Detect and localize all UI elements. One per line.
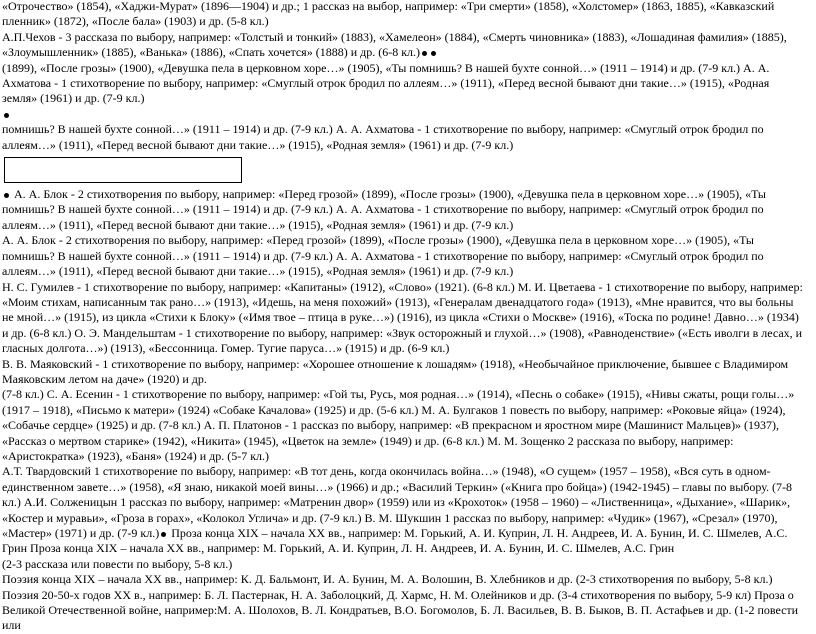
paragraph-tvardovsky-text: А.Т. Твардовский 1 стихотворение по выбору, например: «В тот день, когда окончилась война…» (1948), «О сущем» (1957 – 1958), «Вся суть в одном-единственном завете…» (1958), «Я знаю, никакой моей вины…» (1966) и др.; «Василий Теркин» («Книга про бойца») (1942-1945) – главы по выбору. (7-8 кл.) А.И. Солженицын 1 рассказ по выбору, например: «Матренин двор» (1959) или из «Крохоток» (1958 – 1960) – «Лиственница», «Дыхание», «Шарик», «Костер и муравьи», «Гроза в горах», «Колокол Углича» и др. (7-9 кл.) В. М. Шукшин 1 рассказ по выбору, например: «Чудик» (1967), «Срезал» (1970), «Мастер» (1971) и др. (7-9 кл.) xyxy=(2,464,793,540)
paragraph-tvardovsky xyxy=(2,464,806,556)
paragraph-prose-text: Проза конца XIX – начала XX вв., например: М. Горький, А. И. Куприн, Л. Н. Андреев, И. А. Бунин, И. С. Шмелев, А.С. Грин Проза конца XIX – начала XX вв., например: М. Горький, А. И. Куприн, Л. Н. Андреев, И. А. Бунин, И. С. Шмелев, А.С. Грин xyxy=(2,526,788,556)
bullet-icon xyxy=(4,193,9,198)
bullet-icon xyxy=(431,51,436,56)
paragraph-chekhov xyxy=(2,30,806,61)
paragraph-chekhov-text: А.П.Чехов - 3 рассказа по выбору, например: «Толстый и тонкий» (1883), «Хамелеон» (1884), «Смерть чиновника» (1883), «Лошадиная фамилия» (1885), «Злоумышленник» (1885), «Ванька» (1886), «Спать хочется» (1888) и др. (6-8 кл.) xyxy=(2,29,787,60)
bullet-icon xyxy=(422,51,427,56)
bullet-icon xyxy=(161,532,166,537)
paragraph-tolstoy: «Отрочество» (1854), «Хаджи-Мурат» (1896—1904) и др.; 1 рассказ на выбор, например: «Три смерти» (1858), «Холстомер» (1863, 1885), «Кавказский пленник» (1872), «После бала» (1903) и др. (5-8 кл.) xyxy=(2,0,775,29)
paragraph-esenin: (7-8 кл.) С. А. Есенин - 1 стихотворение по выбору, например: «Гой ты, Русь, моя родная…» (1914), «Песнь о собаке» (1915), «Нивы сжаты, рощи голы…» (1917 – 1918), «Письмо к матери» (1924) «Собаке Качалова» (1925) и др. (5-6 кл.) М. А. Булгаков 1 повесть по выбору, например: «Роковые яйца» (1924), «Собачье сердце» (1925) и др. (7-8 кл.) А. П. Платонов - 1 рассказ по выбору, например: «В прекрасном и яростном мире (Машинист Мальцев)» (1937), «Рассказ о мертвом старике» (1942), «Никита» (1945), «Цветок на земле» (1949) и др. (6-8 кл.) М. М. Зощенко 2 рассказа по выбору, например: «Аристократка» (1923), «Баня» (1924) и др. (5-7 кл.) xyxy=(2,387,795,463)
empty-frame xyxy=(4,157,242,183)
paragraph-poetry: Поэзия конца XIX – начала XX вв., например: К. Д. Бальмонт, И. А. Бунин, М. А. Волошин, В. Хлебников и др. (2-3 стихотворения по выбору, 5-8 кл.) Поэзия 20-50-х годов XX в., например: Б. Л. Пастернак, Н. А. Заболоцкий, Д. Хармс, Н. М. Олейников и др. (3-4 стихотворения по выбору, 5-9 кл) Проза о Великой Отечественной войне, например:М. А. Шолохов, В. Л. Кондратьев, В.О. Богомолов, Б. Л. Васильев, В. В. Быков, В. П. Астафьев и др. (1-2 повести или xyxy=(2,572,799,633)
paragraph-blok-bullet xyxy=(2,187,806,233)
bullet-line xyxy=(2,107,806,122)
paragraph-blok-bullet-text: А. А. Блок - 2 стихотворения по выбору, например: «Перед грозой» (1899), «После грозы» (1900), «Девушка пела в церковном хоре…» (1905), «Ты помнишь? В нашей бухте сонной…» (1911 – 1914) и др. (7-9 кл.) А. А. Ахматова - 1 стихотворение по выбору, например: «Смуглый отрок бродил по аллеям…» (1911), «Перед весной бывают дни такие…» (1915), «Родная земля» (1961) и др. (7-9 кл.) xyxy=(2,187,766,232)
paragraph-gumilev: Н. С. Гумилев - 1 стихотворение по выбору, например: «Капитаны» (1912), «Слово» (1921). (6-8 кл.) М. И. Цветаева - 1 стихотворение по выбору, например: «Моим стихам, написанным так рано…» (1913), «Идешь, на меня похожий» (1913), «Генералам двенадцатого года» (1913), «Мне нравится, что вы больны не мной…» (1915), из цикла «Стихи к Блоку» («Имя твое – птица в руке…») (1916), из цикла «Стихи о Москве» (1916), «Тоска по родине! Давно…» (1934) и др. (6-8 кл.) О. Э. Мандельштам - 1 стихотворение по выбору, например: «Звук осторожный и глухой…» (1908), «Равноденствие» («Есть иволги в лесах, и гласных долгота…») (1913), «Бессонница. Гомер. Тугие паруса…» (1915) и др. (6-9 кл.) xyxy=(2,279,803,356)
paragraph-mayakovsky: В. В. Маяковский - 1 стихотворение по выбору, например: «Хорошее отношение к лошадям» (1918), «Необычайное приключение, бывшее с Владимиром Маяковским летом на даче» (1920) и др. xyxy=(2,356,789,386)
paragraph-prose-note: (2-3 рассказа или повести по выбору, 5-8 кл.) xyxy=(2,556,233,571)
paragraph-akhmatova-fragment: помнишь? В нашей бухте сонной…» (1911 – 1914) и др. (7-9 кл.) А. А. Ахматова - 1 стихотворение по выбору, например: «Смуглый отрок бродил по аллеям…» (1911), «Перед весной бывают дни такие…» (1915), «Родная земля» (1961) и др. (7-9 кл.) xyxy=(2,122,764,152)
paragraph-blok-fragment: (1899), «После грозы» (1900), «Девушка пела в церковном хоре…» (1905), «Ты помнишь? В нашей бухте сонной…» (1911 – 1914) и др. (7-9 кл.) А. А. Ахматова - 1 стихотворение по выбору, например: «Смуглый отрок бродил по аллеям…» (1911), «Перед весной бывают дни такие…» (1915), «Родная земля» (1961) и др. (7-9 кл.) xyxy=(2,60,770,106)
paragraph-blok: А. А. Блок - 2 стихотворения по выбору, например: «Перед грозой» (1899), «После грозы» (1900), «Девушка пела в церковном хоре…» (1905), «Ты помнишь? В нашей бухте сонной…» (1911 – 1914) и др. (7-9 кл.) А. А. Ахматова - 1 стихотворение по выбору, например: «Смуглый отрок бродил по аллеям…» (1911), «Перед весной бывают дни такие…» (1915), «Родная земля» (1961) и др. (7-9 кл.) xyxy=(2,233,764,279)
bullet-icon xyxy=(4,113,9,118)
